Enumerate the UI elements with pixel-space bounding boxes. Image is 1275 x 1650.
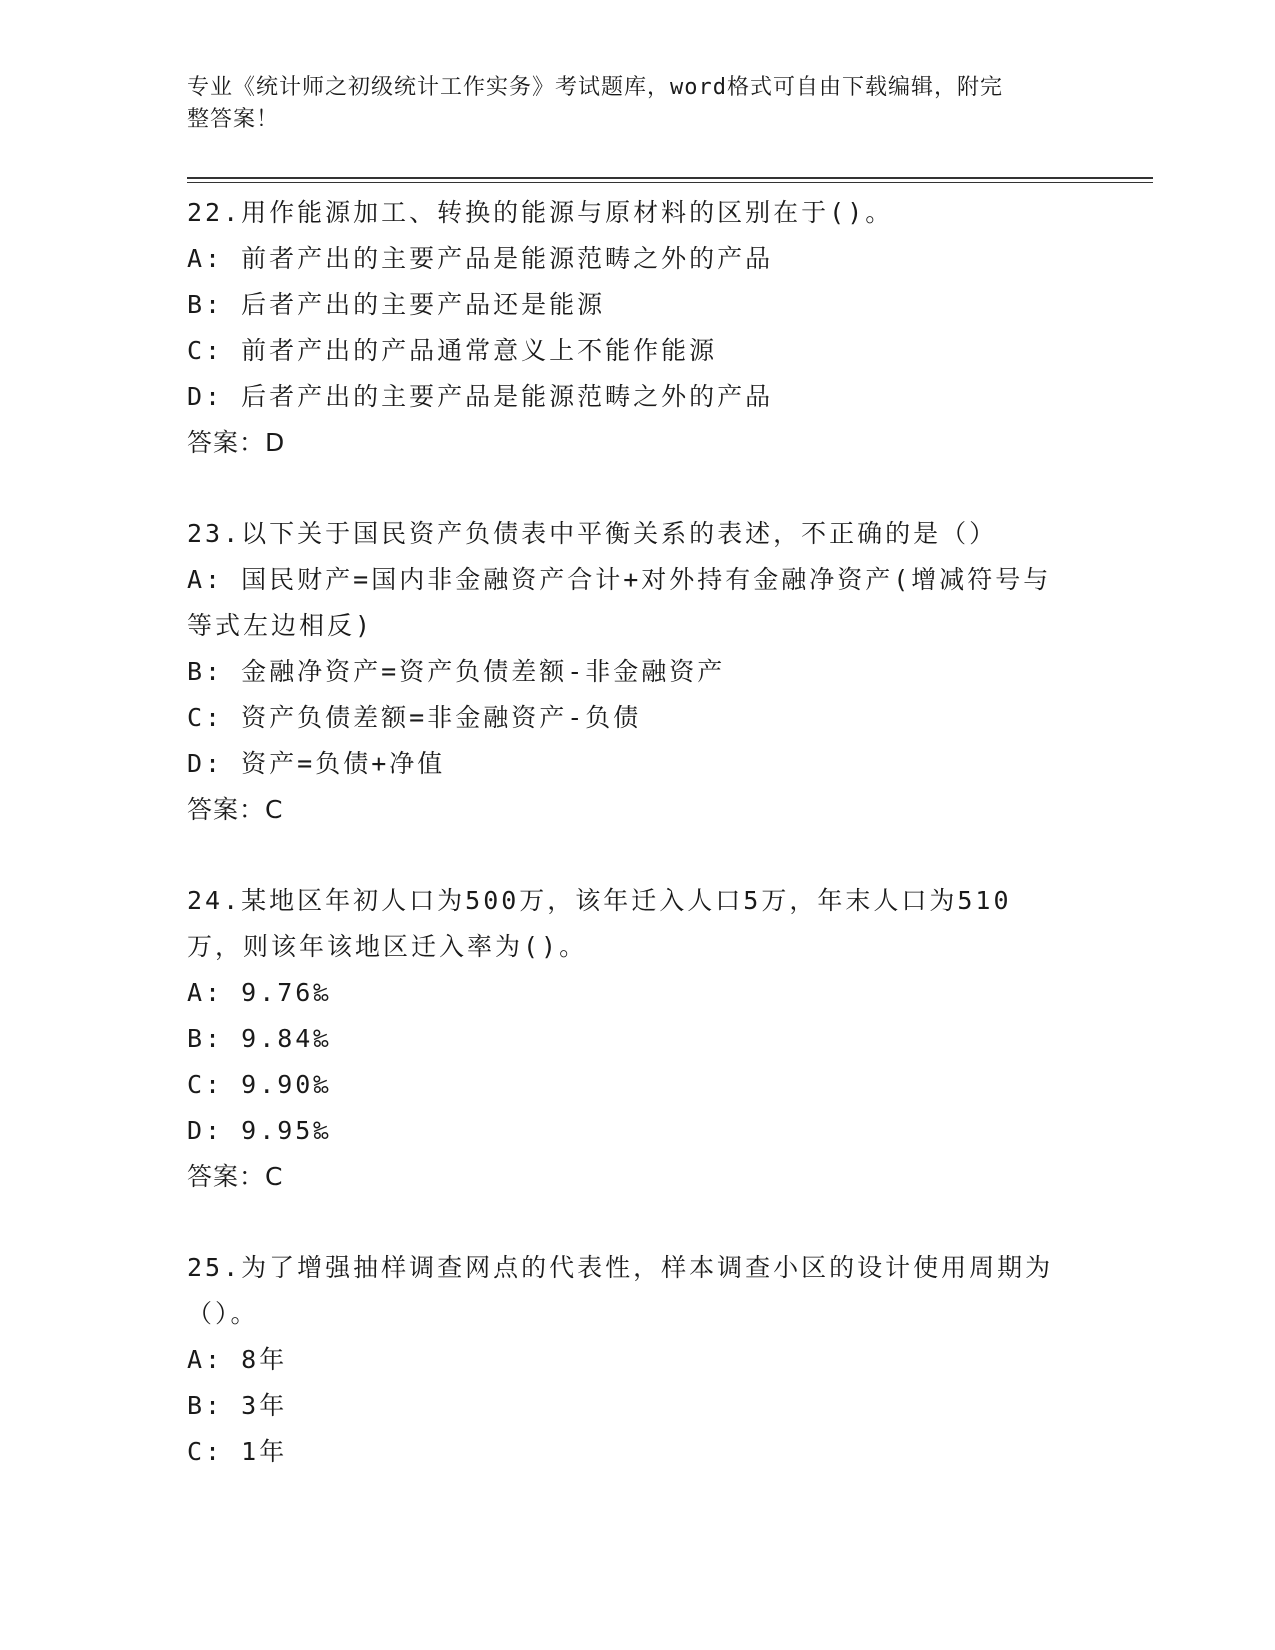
- question-stem: 24.某地区年初人口为500万，该年迁入人口5万，年末人口为510万，则该年该地区迁入率为()。: [187, 886, 1012, 961]
- option-c: C: 前者产出的产品通常意义上不能作能源: [187, 336, 718, 365]
- option-a: A: 8年: [187, 1345, 288, 1374]
- option-d: D: 9.95‰: [187, 1116, 332, 1145]
- option-c: C: 资产负债差额=非金融资产-负债: [187, 703, 642, 732]
- answer-line: 答案：C: [187, 1162, 284, 1191]
- option-b: B: 后者产出的主要产品还是能源: [187, 290, 606, 319]
- answer-line: 答案：D: [187, 428, 286, 457]
- header-divider-thin: [187, 182, 1153, 183]
- question-24: [187, 878, 1067, 1200]
- option-a: A: 国民财产=国内非金融资产合计+对外持有金融净资产(增减符号与等式左边相反): [187, 565, 1052, 640]
- header-line-1: 专业《统计师之初级统计工作实务》考试题库，word格式可自由下载编辑，附完: [187, 75, 1003, 100]
- option-d: D: 后者产出的主要产品是能源范畴之外的产品: [187, 382, 774, 411]
- answer-line: 答案：C: [187, 795, 284, 824]
- question-stem: 25.为了增强抽样调查网点的代表性，样本调查小区的设计使用周期为（）。: [187, 1253, 1054, 1328]
- option-c: C: 9.90‰: [187, 1070, 332, 1099]
- option-b: B: 金融净资产=资产负债差额-非金融资产: [187, 657, 726, 686]
- question-stem: 23.以下关于国民资产负债表中平衡关系的表述，不正确的是（）: [187, 519, 998, 548]
- header-line-2: 整答案！: [187, 107, 280, 132]
- question-stem: 22.用作能源加工、转换的能源与原材料的区别在于()。: [187, 198, 894, 227]
- option-a: A: 9.76‰: [187, 978, 332, 1007]
- option-c: C: 1年: [187, 1437, 288, 1466]
- question-22: [187, 190, 1067, 466]
- option-d: D: 资产=负债+净值: [187, 749, 446, 778]
- option-b: B: 3年: [187, 1391, 288, 1420]
- question-list: [187, 190, 1067, 1520]
- document-header: [187, 72, 1067, 136]
- question-23: [187, 511, 1067, 833]
- option-b: B: 9.84‰: [187, 1024, 332, 1053]
- question-25: [187, 1245, 1067, 1475]
- option-a: A: 前者产出的主要产品是能源范畴之外的产品: [187, 244, 774, 273]
- header-divider-thick: [187, 177, 1153, 179]
